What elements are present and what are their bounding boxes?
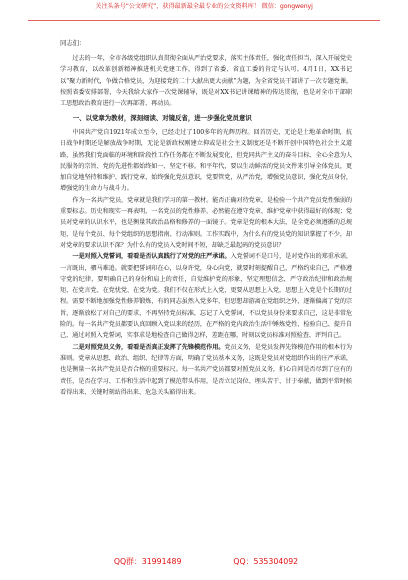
section-3-body: 党员义务，是党员发挥先锋模范作用的根本行为准则。党章从思想、政治、组织、纪律等方面，明确了党员基本义务，这既是党员对党组织作出的庄严承诺，也是衡量一名共产党员是否合格的重要标尺。每一名共产党员都要对照党员义务，扪心自问是否尽到了应有的责任，是否在学习、工作和生活中起到了模范带头作用，是否立足岗位、埋头苦干、甘于奉献，做到平常时候看得出来、关键时刻站得出来、危急关头豁得出来。 bbox=[60, 343, 352, 396]
section-1-paragraph-1: 中国共产党自1921年成立至今，已经走过了100多年的光辉历程。回首历史，无论是土地革命时期，抗日战争时期还是解放战争时期，无论是新政权刚建立抑或是社会主义制度还是不断开创中国特色社会主义道路，虽然我们党面临的环境和阶段性工作任务都在不断发展变化，但党同共产主义的奋斗目标、全心全意为人民服务的宗旨、党的先进性都始终如一、坚定不移。和平年代，要以生动鲜活的党员文件来引导全体党员，更加自觉地坚持和维护、践行党章，始终强化党员意识，党要管党，从严治党，增强党员意识，强化党员身份，增强党的生命力与战斗力。 bbox=[60, 128, 352, 193]
qq-number: QQ：535304092 bbox=[233, 557, 299, 566]
section-3-subheading: 二是对照党员义务，看看是否真正发挥了先锋模范作用。 bbox=[72, 343, 225, 351]
greeting: 同志们： bbox=[60, 39, 86, 47]
section-1-paragraph-2: 作为一名共产党员，党章就是我们学习的第一教材。能否正确对待党章，是检验一个共产党员党性强弱的重要标志。历史和现实一再表明，一名党员的党性修养，必然能在遵守党章、维护党章中获得最好的体现；党员对党章的认识水平，也是衡量其政治品格和修养的一面镜子。党章是党的根本大法，是全党必须遵循的总规矩，是每个党员、每个党组织的思想指南、行动准则。工作实践中，为什么有的党员党的知识掌握了不少，却对党章的要求认识不深？为什么有的党员入党时间不短，却缺乏最起码的党员意识？ bbox=[60, 196, 352, 249]
section-2-paragraph bbox=[60, 251, 352, 341]
document-body bbox=[60, 38, 352, 398]
promo-banner: 关注头条号“公文研究”，获得最新最全最专业的公文资料库！ 微信：gongwenyj bbox=[95, 3, 313, 10]
qq-group: QQ群：31991489 bbox=[113, 557, 182, 566]
section-2-body: 入党誓词不是口号，是对党作出的郑重承诺，一言既出，驷马难追。就要把誓词印在心，以身许党，身心向党，就要时刻提醒自己，严格约束自己，严格遵守党的纪律，要明确自己的身份和肩上的责任，自觉维护党的形象，坚定理想信念，严守政治纪律和政治规矩，在党言党、在党忧党、在党为党。我们不仅在形式上入党，更要从思想上入党，思想上入党是个长期的过程。需要不断地加强党性修养锻炼，有的同志虽然入党多年，但思想却游离在党组织之外，逐渐偏离了党的宗旨，逐渐放松了对自己的要求，不再坚持党员标准，忘记了入党誓词，不以党员身份来要求自己，这是非常危险的。每一名共产党员都要认真回顾入党以来的经历，在严格的党内政治生活中锤炼党性、检验自己、提升自己，通过对照入党誓词，实事求是地检查自己做得怎样，差距在哪，时刻以党员标准对照检查、评判自己。 bbox=[60, 253, 352, 340]
section-1-heading: 一、以党章为教材，深刻细读、对镜反省，进一步强化党员意识 bbox=[72, 114, 252, 123]
banner-divider bbox=[28, 20, 380, 21]
contact-footer bbox=[60, 556, 352, 567]
intro-paragraph: 过去的一年，全市各级党组织认真贯彻全面从严治党要求，落实主体责任，强化责任担当，深入开展党史学习教育，以改革创新精神推进机关党建工作，得到了省委、省直工委的肯定与认可。4月1日，XX书记以“聚力新时代，争做合格党员，为迎接党的二十大献出更大贡献”为题，为全省党员干部讲了一次专题党课。按照省委安排部署，今天我给大家作一次党课辅导，既是对XX书记讲课精神的传达贯彻，也是对全市干部职工思想政治教育进行一次再部署、再动员。 bbox=[60, 55, 352, 108]
section-3-paragraph bbox=[60, 342, 352, 398]
section-2-subheading: 一是对照入党誓词，看看是否认真践行了对党的庄严承诺。 bbox=[72, 253, 231, 261]
